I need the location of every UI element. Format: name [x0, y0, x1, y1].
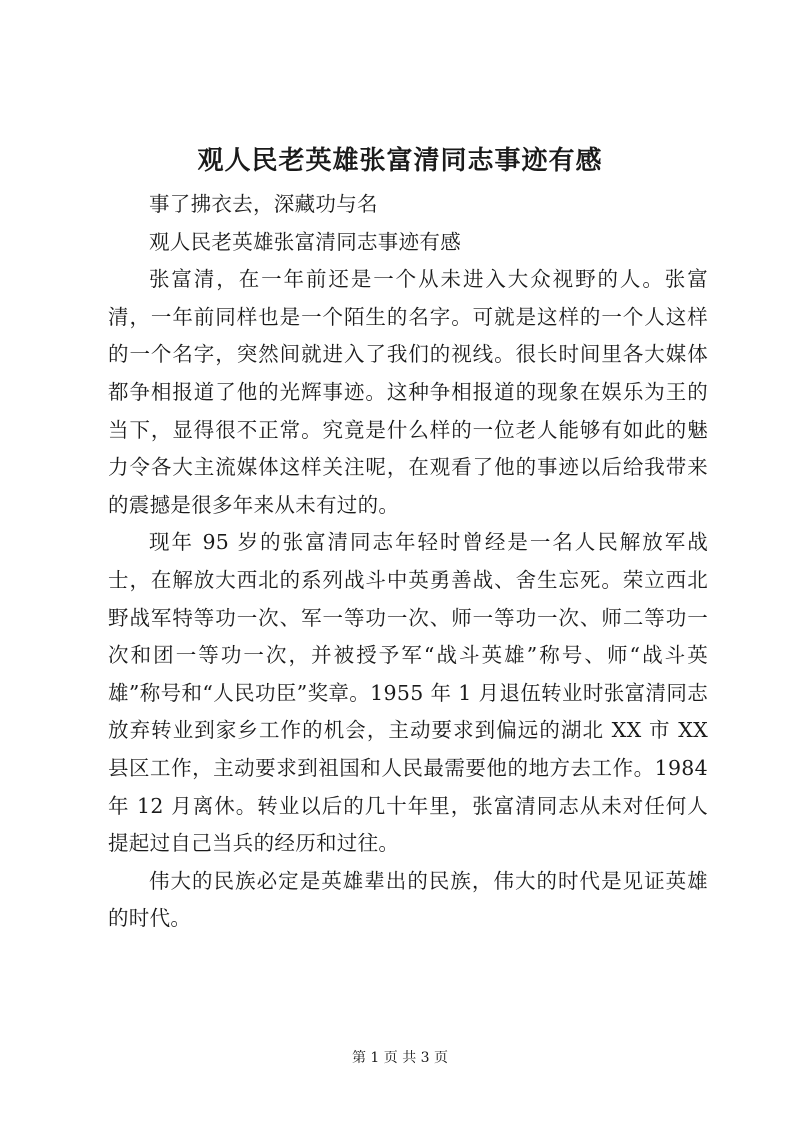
subtitle-line: 事了拂衣去，深藏功与名: [149, 192, 378, 216]
body-paragraph: 张富清，在一年前还是一个从未进入大众视野的人。张富清，一年前同样也是一个陌生的名字。可就是这样的一个人这样的一个名字，突然间就进入了我们的视线。很长时间里各大媒体都争相报道了他的光辉事迹。这种争相报道的现象在娱乐为王的当下，显得很不正常。究竟是什么样的一位老人能够有如此的魅力令各大主流媒体这样关注呢，在观看了他的事迹以后给我带来的震撼是很多年来从未有过的。: [108, 267, 708, 517]
page-title: 观人民老英雄张富清同志事迹有感: [197, 146, 603, 176]
document-body: [108, 186, 708, 938]
body-paragraph: 伟大的民族必定是英雄辈出的民族，伟大的时代是见证英雄的时代。: [108, 868, 708, 931]
heading-line: 观人民老英雄张富清同志事迹有感: [149, 229, 461, 254]
page-footer: 第 1 页 共 3 页: [351, 1050, 449, 1066]
body-paragraph: 现年 95 岁的张富清同志年轻时曾经是一名人民解放军战士，在解放大西北的系列战斗中英勇善战、舍生忘死。荣立西北野战军特等功一次、军一等功一次、师一等功一次、师二等功一次和团一等功一次，并被授予军“战斗英雄”称号、师“战斗英雄”称号和“人民功臣”奖章。1955 年 1 月退伍转业时张富清同志放弃转业到家乡工作的机会，主动要求到偏远的湖北 XX 市 XX 县区工作，主动要求到祖国和人民最需要他的地方去工作。1984 年 12 月离休。转业以后的几十年里，张富清同志从未对任何人提起过自己当兵的经历和过往。: [108, 530, 708, 856]
